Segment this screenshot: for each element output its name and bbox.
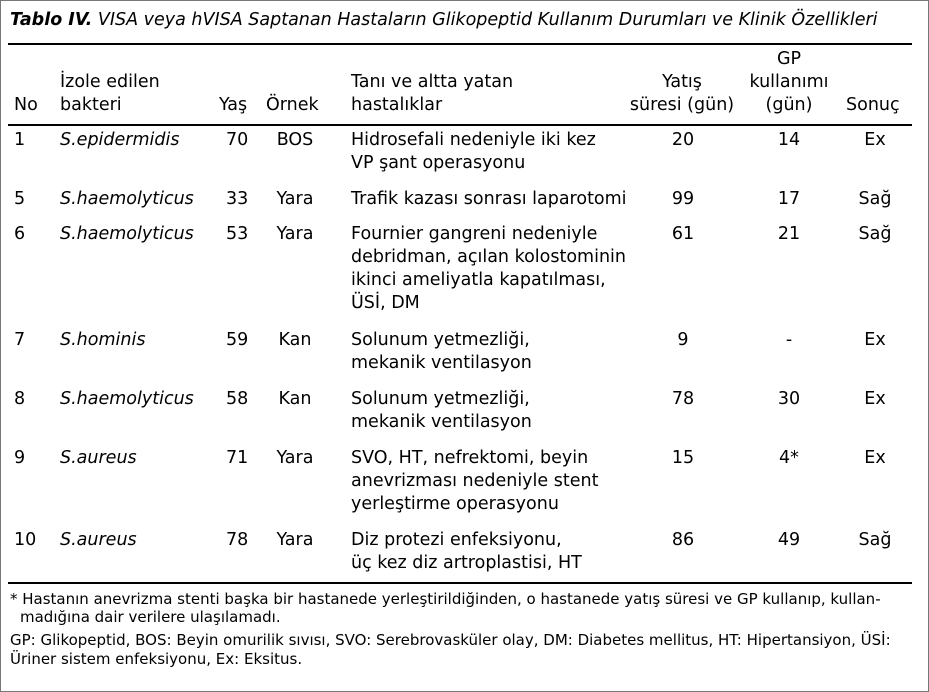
cell-bakteri: S.epidermidis — [60, 130, 180, 150]
header-bakteri-line2: bakteri — [60, 95, 122, 115]
cell-gp: - — [785, 330, 793, 350]
cell-gp: 30 — [777, 389, 801, 409]
header-tani-line2: hastalıklar — [351, 95, 443, 115]
header-gp-line2: kullanımı — [749, 72, 829, 92]
cell-no: 10 — [14, 530, 37, 550]
caption-title: VISA veya hVISA Saptanan Hastaların Glikopeptid Kullanım Durumları ve Klinik Özellikleri — [97, 10, 878, 30]
table-caption — [10, 10, 878, 30]
cell-tani-line: ikinci ameliyatla kapatılması, — [351, 270, 606, 290]
cell-no: 6 — [14, 224, 26, 244]
cell-tani-line: Trafik kazası sonrası laparotomi — [351, 189, 627, 209]
cell-gp: 21 — [777, 224, 801, 244]
cell-tani-line: SVO, HT, nefrektomi, beyin — [351, 448, 589, 468]
cell-tani-line: debridman, açılan kolostominin — [351, 247, 627, 267]
cell-tani-line: ÜSİ, DM — [351, 293, 420, 313]
caption-label: Tablo IV. — [10, 10, 93, 30]
footnote-asterisk-line1: * Hastanın anevrizma stenti başka bir hastanede yerleştirildiğinden, o hastanede yatış süresi ve GP kullanıp, kullan- — [10, 590, 881, 608]
header-gp-line1: GP — [776, 49, 802, 69]
cell-sonuc: Ex — [864, 130, 886, 150]
cell-yas: 71 — [226, 448, 249, 468]
header-ornek: Örnek — [266, 95, 319, 115]
cell-ornek: Yara — [276, 448, 314, 468]
cell-ornek: Kan — [278, 389, 312, 409]
cell-tani-line: Hidrosefali nedeniyle iki kez — [351, 130, 596, 150]
cell-yas: 53 — [226, 224, 249, 244]
header-tani-line1: Tanı ve altta yatan — [351, 72, 514, 92]
header-bakteri-line1: İzole edilen — [60, 72, 160, 92]
cell-gp: 17 — [777, 189, 801, 209]
cell-tani-line: anevrizması nedeniyle stent — [351, 471, 599, 491]
footnote-abbrev-line2: Üriner sistem enfeksiyonu, Ex: Eksitus. — [10, 650, 303, 668]
cell-ornek: Yara — [276, 189, 314, 209]
cell-yas: 58 — [226, 389, 249, 409]
header-yatis-line2: süresi (gün) — [629, 95, 735, 115]
caption-rule — [8, 43, 912, 45]
cell-gp: 14 — [777, 130, 801, 150]
cell-yatis: 99 — [671, 189, 695, 209]
cell-ornek: BOS — [276, 130, 314, 150]
cell-yatis: 78 — [671, 389, 695, 409]
cell-bakteri: S.haemolyticus — [60, 224, 194, 244]
cell-no: 1 — [14, 130, 26, 150]
cell-yatis: 61 — [671, 224, 695, 244]
cell-ornek: Yara — [276, 530, 314, 550]
footnote-abbrev-line1: GP: Glikopeptid, BOS: Beyin omurilik sıvısı, SVO: Serebrovasküler olay, DM: Diabetes mellitus, HT: Hipertansiyon, ÜSİ: — [10, 631, 891, 649]
table-bottom-rule — [8, 582, 912, 584]
cell-tani-line: Solunum yetmezliği, — [351, 389, 530, 409]
cell-gp: 49 — [777, 530, 801, 550]
cell-sonuc: Sağ — [858, 224, 892, 244]
footnote-asterisk-line2: madığına dair verilere ulaşılamadı. — [20, 608, 281, 626]
cell-yatis: 20 — [671, 130, 695, 150]
cell-tani-line: Diz protezi enfeksiyonu, — [351, 530, 562, 550]
cell-no: 5 — [14, 189, 26, 209]
cell-sonuc: Ex — [864, 448, 886, 468]
cell-sonuc: Ex — [864, 330, 886, 350]
cell-no: 7 — [14, 330, 26, 350]
cell-yas: 59 — [226, 330, 249, 350]
cell-bakteri: S.haemolyticus — [60, 189, 194, 209]
cell-sonuc: Ex — [864, 389, 886, 409]
cell-yatis: 15 — [671, 448, 695, 468]
cell-yas: 33 — [226, 189, 249, 209]
header-gp-line3: (gün) — [765, 95, 813, 115]
cell-bakteri: S.aureus — [60, 448, 137, 468]
cell-yatis: 86 — [671, 530, 695, 550]
header-yatis-line1: Yatış — [662, 72, 702, 92]
header-rule — [8, 124, 912, 126]
header-no: No — [14, 95, 38, 115]
cell-tani-line: Fournier gangreni nedeniyle — [351, 224, 598, 244]
cell-tani-line: mekanik ventilasyon — [351, 353, 532, 373]
cell-yas: 70 — [226, 130, 249, 150]
cell-yatis: 9 — [677, 330, 689, 350]
cell-tani-line: mekanik ventilasyon — [351, 412, 532, 432]
cell-ornek: Kan — [278, 330, 312, 350]
cell-ornek: Yara — [276, 224, 314, 244]
cell-bakteri: S.hominis — [60, 330, 146, 350]
header-sonuc: Sonuç — [846, 95, 900, 115]
header-yas: Yaş — [219, 95, 248, 115]
cell-no: 9 — [14, 448, 26, 468]
cell-yas: 78 — [226, 530, 249, 550]
cell-tani-line: VP şant operasyonu — [351, 153, 526, 173]
cell-bakteri: S.aureus — [60, 530, 137, 550]
cell-no: 8 — [14, 389, 26, 409]
cell-sonuc: Sağ — [858, 189, 892, 209]
cell-tani-line: yerleştirme operasyonu — [351, 494, 559, 514]
cell-tani-line: üç kez diz artroplastisi, HT — [351, 553, 582, 573]
cell-bakteri: S.haemolyticus — [60, 389, 194, 409]
cell-tani-line: Solunum yetmezliği, — [351, 330, 530, 350]
cell-sonuc: Sağ — [858, 530, 892, 550]
cell-gp: 4* — [779, 448, 799, 468]
